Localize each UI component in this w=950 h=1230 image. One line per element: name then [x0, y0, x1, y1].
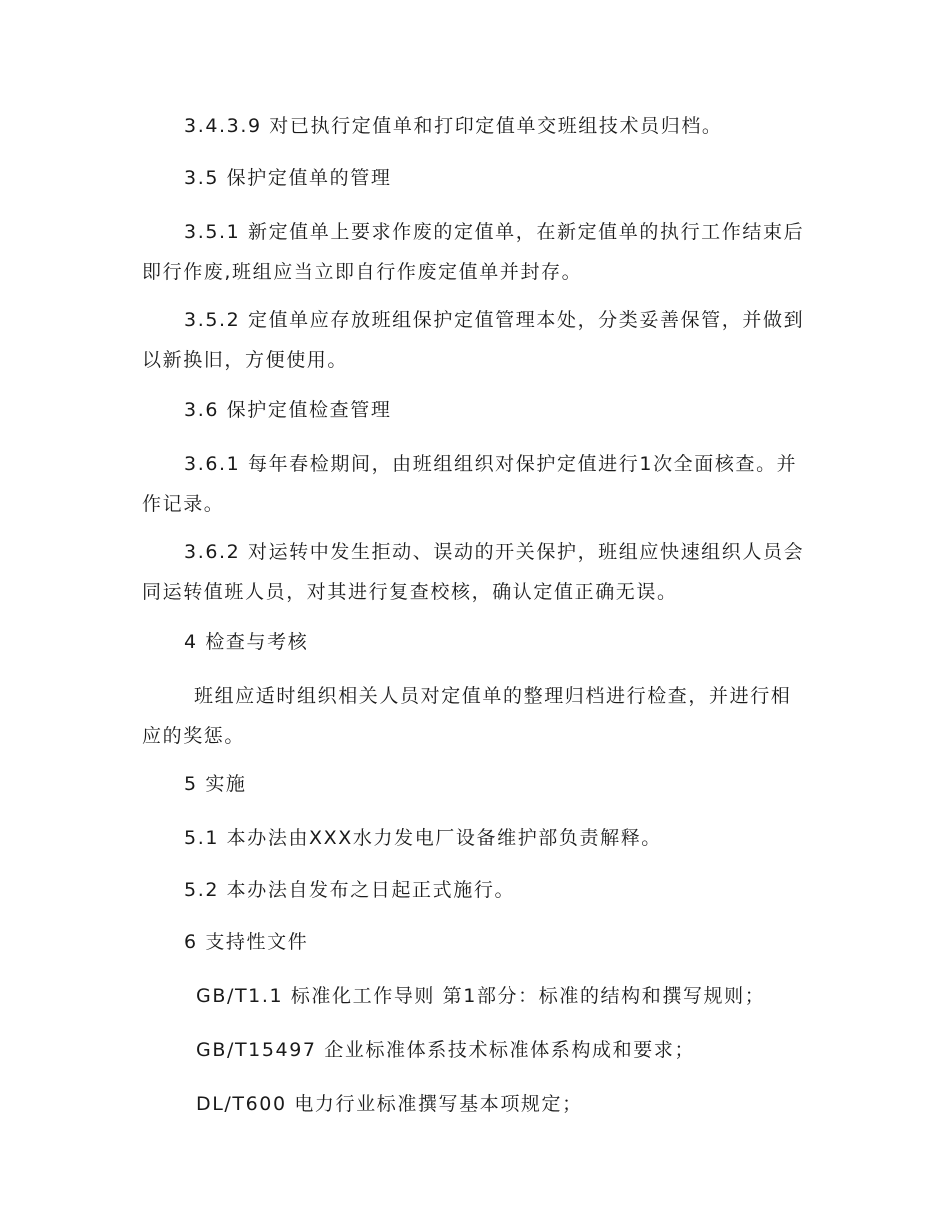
section-4-body: 班组应适时组织相关人员对定值单的整理归档进行检查，并进行相应的奖惩。 [142, 685, 792, 747]
clause-5-2: 5.2 本办法自发布之日起正式施行。 [184, 879, 516, 901]
clause-3-6-2: 3.6.2 对运转中发生拒动、误动的开关保护，班组应快速组织人员会同运转值班人员，对其进行复查校核，确认定值正确无误。 [142, 541, 805, 603]
heading-6: 6 支持性文件 [184, 931, 309, 953]
reference-gb-t15497: GB/T15497 企业标准体系技术标准体系构成和要求； [196, 1039, 696, 1061]
clause-3-4-3-9: 3.4.3.9 对已执行定值单和打印定值单交班组技术员归档。 [184, 115, 723, 137]
heading-3-5: 3.5 保护定值单的管理 [184, 167, 392, 189]
reference-dl-t600: DL/T600 电力行业标准撰写基本项规定； [196, 1093, 583, 1115]
clause-3-5-1: 3.5.1 新定值单上要求作废的定值单，在新定值单的执行工作结束后即行作废,班组应当立即自行作废定值单并封存。 [142, 221, 805, 283]
heading-3-6: 3.6 保护定值检查管理 [184, 399, 392, 421]
heading-5: 5 实施 [184, 773, 247, 795]
heading-4: 4 检查与考核 [184, 631, 309, 653]
clause-5-1: 5.1 本办法由XXX水力发电厂设备维护部负责解释。 [184, 827, 662, 849]
clause-3-5-2: 3.5.2 定值单应存放班组保护定值管理本处，分类妥善保管，并做到以新换旧，方便使用。 [142, 309, 805, 371]
clause-3-6-1: 3.6.1 每年春检期间，由班组组织对保护定值进行1次全面核查。并作记录。 [142, 453, 798, 515]
reference-gb-t1-1: GB/T1.1 标准化工作导则 第1部分：标准的结构和撰写规则； [196, 985, 766, 1007]
